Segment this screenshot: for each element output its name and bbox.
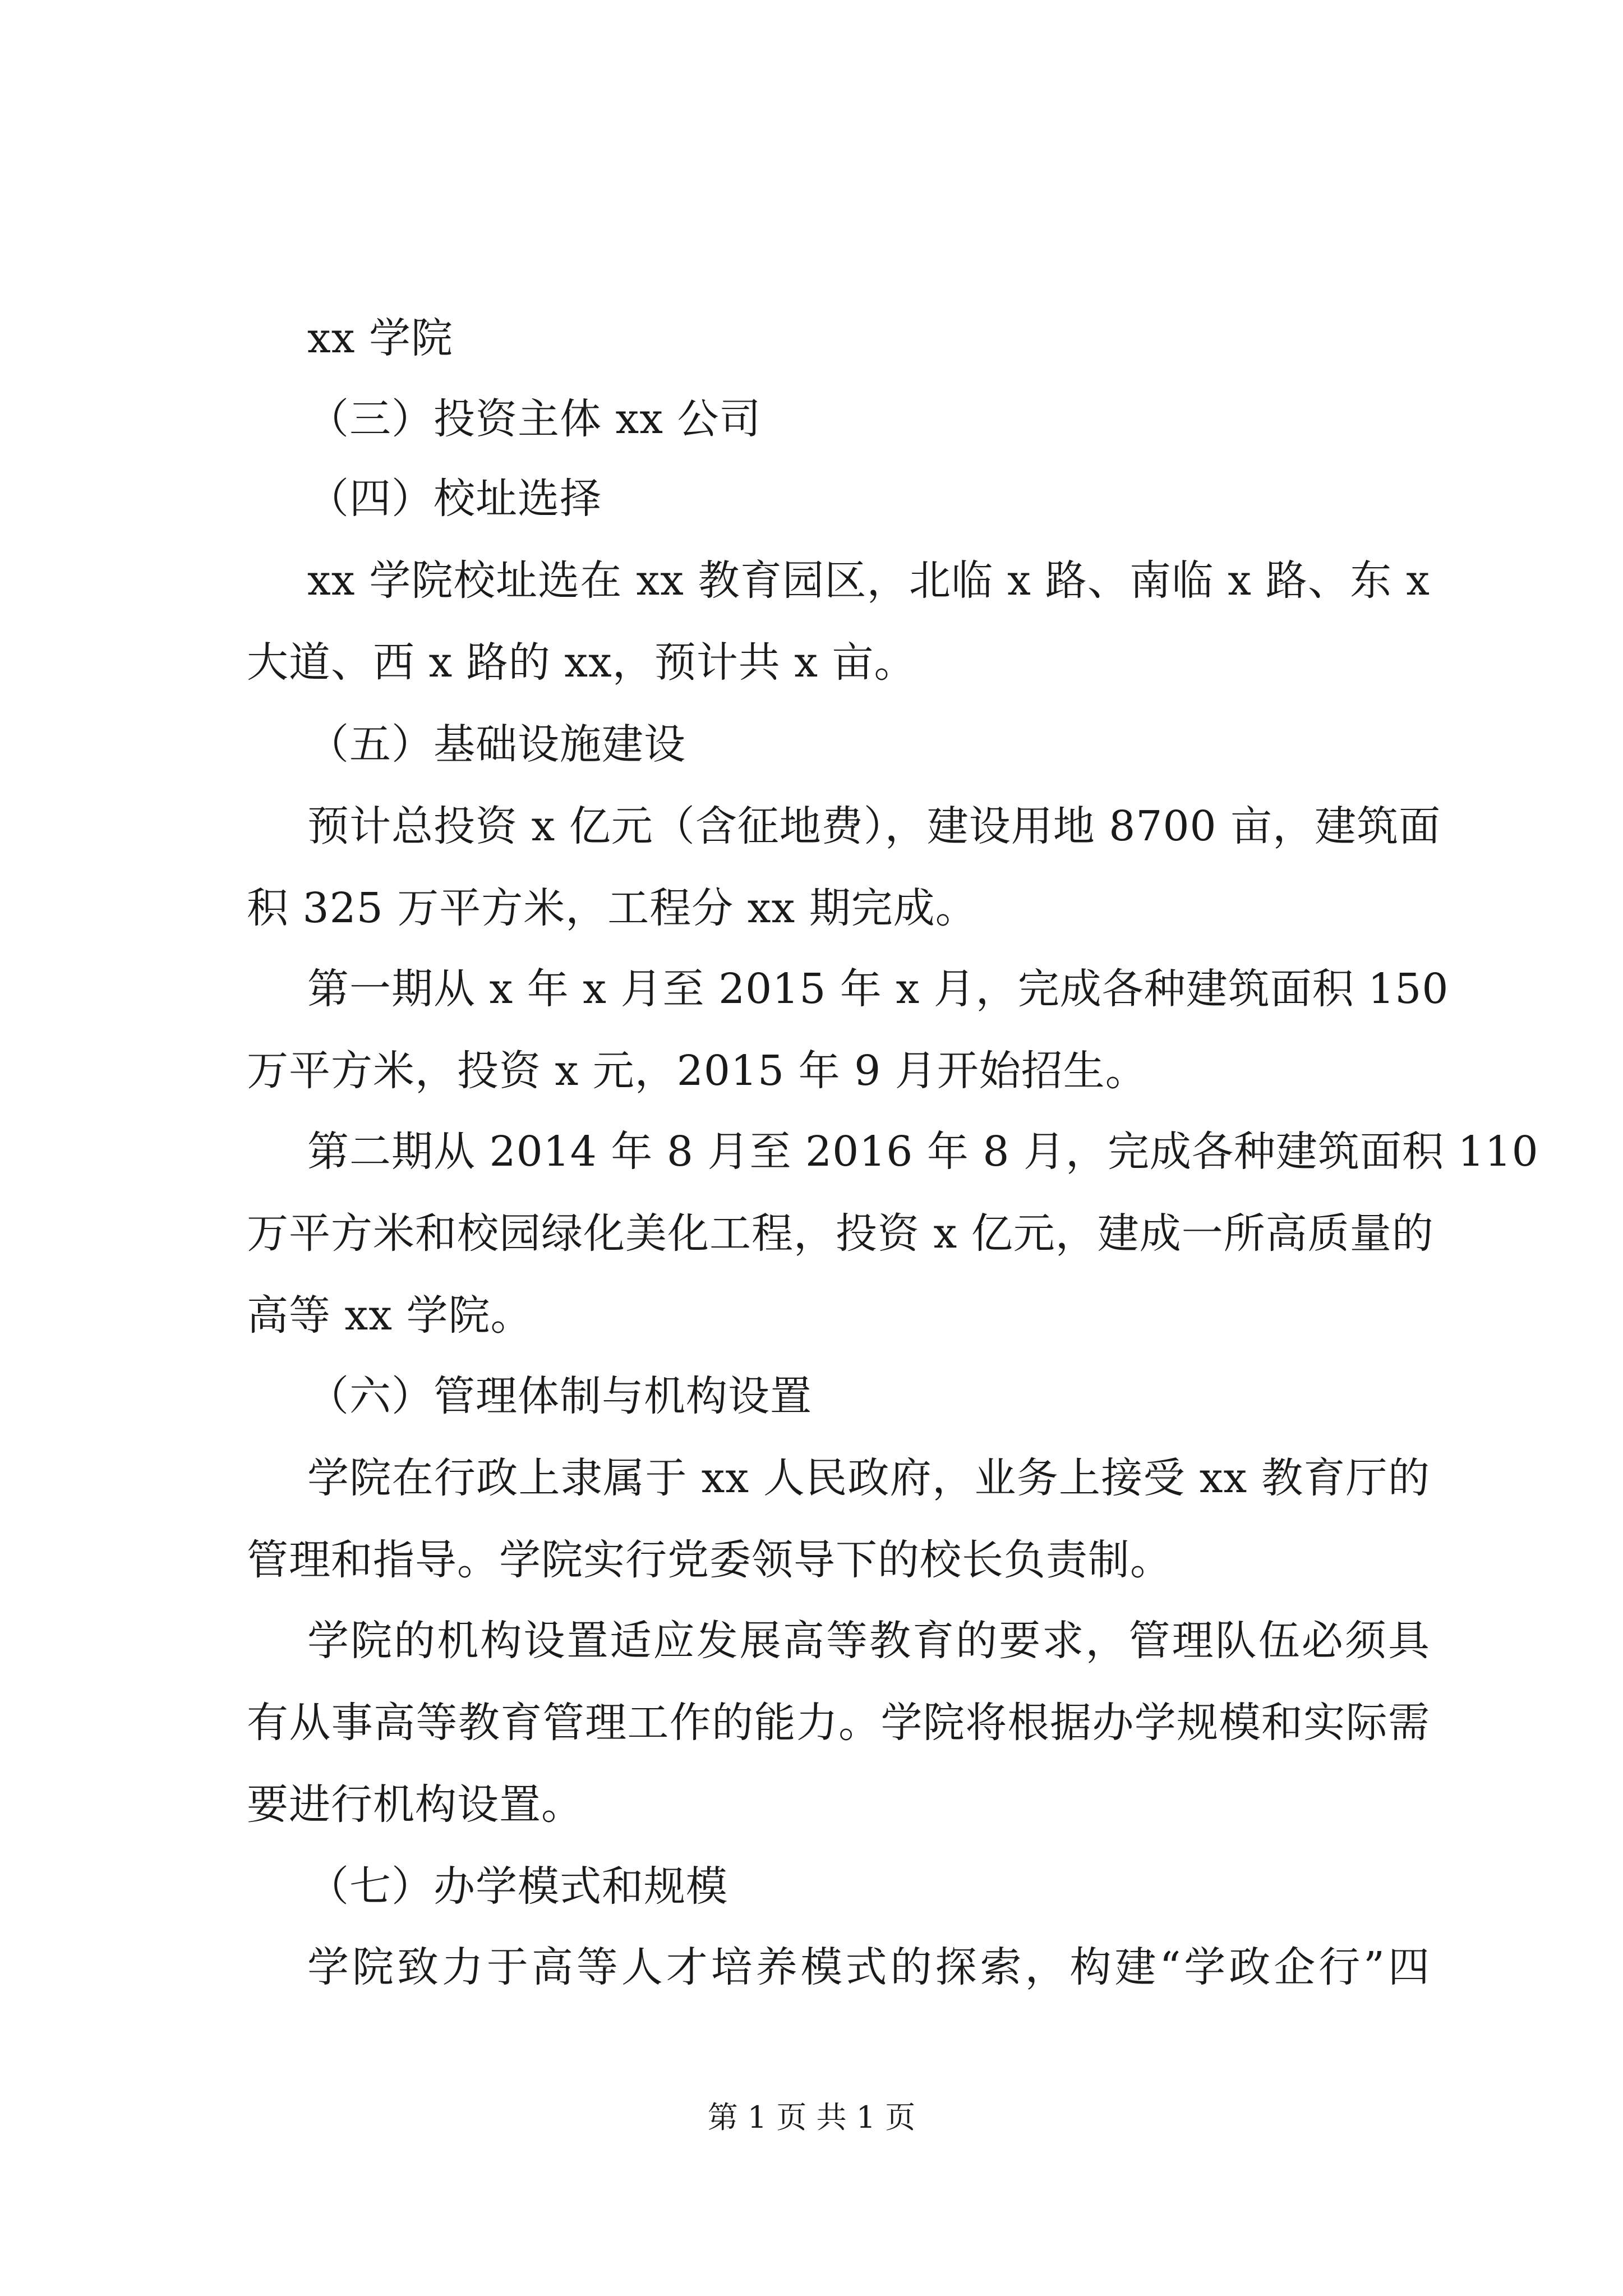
text-line: 有从事高等教育管理工作的能力。学院将根据办学规模和实际需: [247, 1699, 1430, 1747]
section-heading: （四）校址选择: [307, 475, 602, 523]
text-line: 预计总投资 x 亿元（含征地费），建设用地 8700 亩，建筑面: [307, 802, 1441, 850]
page-footer: 第 1 页 共 1 页: [707, 2100, 916, 2135]
text-line: 第一期从 x 年 x 月至 2015 年 x 月，完成各种建筑面积 150: [307, 965, 1449, 1013]
text-line: 学院致力于高等人才培养模式的探索，构建“学政企行”四: [307, 1943, 1430, 1991]
section-heading: （七）办学模式和规模: [307, 1862, 728, 1911]
text-line: 要进行机构设置。: [247, 1780, 583, 1829]
section-heading: （六）管理体制与机构设置: [307, 1372, 812, 1420]
text-line: 大道、西 x 路的 xx，预计共 x 亩。: [247, 638, 916, 687]
section-heading: （五）基础设施建设: [307, 720, 686, 769]
text-line: 高等 xx 学院。: [247, 1291, 533, 1340]
text-line: 万平方米和校园绿化美化工程，投资 x 亿元，建成一所高质量的: [247, 1209, 1434, 1258]
text-line: xx 学院校址选在 xx 教育园区，北临 x 路、南临 x 路、东 x: [307, 556, 1430, 605]
text-line: 学院的机构设置适应发展高等教育的要求，管理队伍必须具: [307, 1617, 1430, 1665]
text-line: 积 325 万平方米，工程分 xx 期完成。: [247, 884, 978, 932]
section-heading: （三）投资主体 xx 公司: [307, 395, 762, 443]
text-line: 第二期从 2014 年 8 月至 2016 年 8 月，完成各种建筑面积 110: [307, 1128, 1539, 1176]
text-line: 学院在行政上隶属于 xx 人民政府，业务上接受 xx 教育厅的: [307, 1454, 1430, 1502]
text-line: 管理和指导。学院实行党委领导下的校长负责制。: [247, 1536, 1172, 1584]
text-line: xx 学院: [307, 314, 453, 362]
text-line: 万平方米，投资 x 元，2015 年 9 月开始招生。: [247, 1047, 1147, 1095]
